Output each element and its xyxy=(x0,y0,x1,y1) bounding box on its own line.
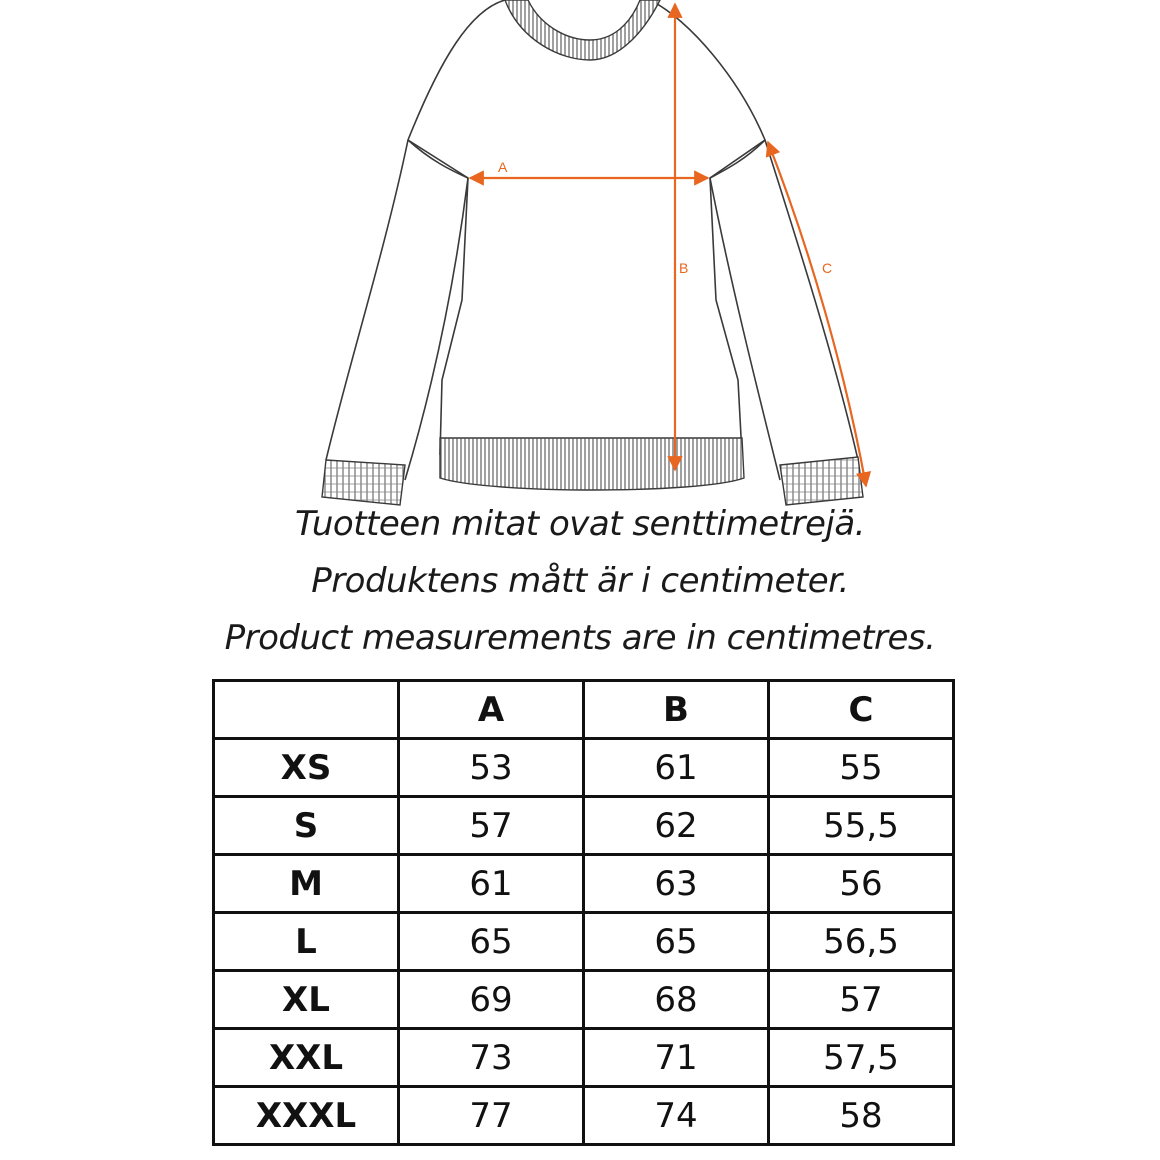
header-b: B xyxy=(584,681,769,739)
value-b: 68 xyxy=(584,971,769,1029)
table-row xyxy=(214,1087,954,1145)
caption-finnish: Tuotteen mitat ovat senttimetrejä. xyxy=(295,504,865,544)
left-cuff xyxy=(322,460,405,505)
size-label: XXXL xyxy=(214,1087,399,1145)
size-label: M xyxy=(214,855,399,913)
table-row xyxy=(214,971,954,1029)
value-a: 57 xyxy=(399,797,584,855)
size-table xyxy=(212,679,955,1146)
label-b: B xyxy=(679,260,689,276)
value-a: 69 xyxy=(399,971,584,1029)
table-row xyxy=(214,913,954,971)
value-b: 61 xyxy=(584,739,769,797)
header-a: A xyxy=(399,681,584,739)
value-c: 57 xyxy=(769,971,954,1029)
value-c: 56 xyxy=(769,855,954,913)
value-a: 61 xyxy=(399,855,584,913)
value-c: 58 xyxy=(769,1087,954,1145)
size-label: S xyxy=(214,797,399,855)
size-label: XL xyxy=(214,971,399,1029)
value-c: 55 xyxy=(769,739,954,797)
value-b: 71 xyxy=(584,1029,769,1087)
table-row xyxy=(214,855,954,913)
value-a: 73 xyxy=(399,1029,584,1087)
caption-english: Product measurements are in centimetres. xyxy=(224,618,936,658)
caption-swedish: Produktens mått är i centimeter. xyxy=(311,561,849,601)
hem-rib xyxy=(440,438,744,490)
table-row xyxy=(214,739,954,797)
sweater-outline xyxy=(326,0,858,480)
value-c: 55,5 xyxy=(769,797,954,855)
table-row xyxy=(214,1029,954,1087)
table-row xyxy=(214,797,954,855)
label-a: A xyxy=(498,159,508,175)
value-a: 77 xyxy=(399,1087,584,1145)
table-header-row xyxy=(214,681,954,739)
value-b: 74 xyxy=(584,1087,769,1145)
size-label: L xyxy=(214,913,399,971)
collar-rib xyxy=(505,0,660,60)
size-label: XS xyxy=(214,739,399,797)
value-c: 57,5 xyxy=(769,1029,954,1087)
value-c: 56,5 xyxy=(769,913,954,971)
right-cuff xyxy=(780,457,863,505)
header-c: C xyxy=(769,681,954,739)
value-b: 62 xyxy=(584,797,769,855)
value-b: 63 xyxy=(584,855,769,913)
size-label: XXL xyxy=(214,1029,399,1087)
value-b: 65 xyxy=(584,913,769,971)
value-a: 65 xyxy=(399,913,584,971)
label-c: C xyxy=(822,260,833,276)
header-corner xyxy=(214,681,399,739)
sweater-diagram xyxy=(0,0,1160,510)
value-a: 53 xyxy=(399,739,584,797)
